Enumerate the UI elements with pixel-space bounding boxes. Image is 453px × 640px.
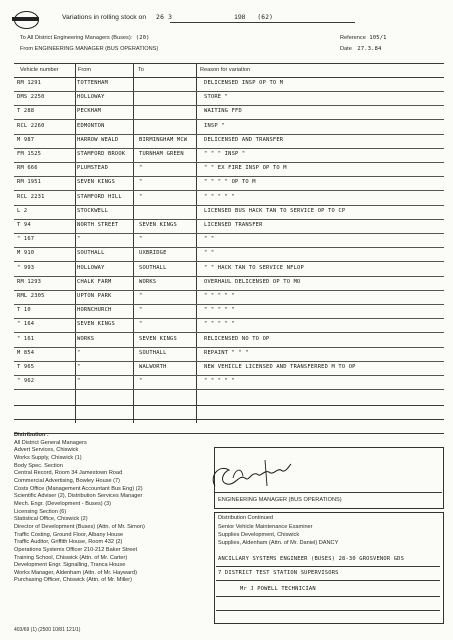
from-garage: NORTH STREET [77,222,119,228]
table-row [14,78,444,92]
from-garage: HORNCHURCH [77,307,112,314]
distribution-continued-heading: Distribution Continued [218,515,274,521]
reference [340,35,387,41]
from-garage: UPTON PARK [77,293,112,299]
table-row [14,248,444,262]
table-row [14,277,444,291]
to-garage: SEVEN KINGS [139,222,177,228]
to-count: (20) [135,35,150,41]
distribution-item: Body Spec. Section [14,462,63,469]
col-header-to: To [138,67,144,73]
to-garage: WORKS [139,278,157,285]
vehicle-number: RM 1291 [17,80,42,86]
from-garage: STOCKWELL [77,207,109,214]
vehicle-number: FM 1525 [17,151,42,157]
reason-text: OVERHAUL DELICENSED OP TO MO [204,278,301,285]
dc-line-5: 7 DISTRICT TEST STATION SUPERVISORS [218,570,339,576]
vehicle-number: RM 1293 [17,278,42,285]
date-value: 27.3.84 [357,46,382,52]
reason-text: " " " INSP " [204,151,246,157]
vehicle-number: RCL 2260 [17,122,45,129]
table-row [14,291,444,305]
reason-text: DELICENSED INSP OP TO M [204,80,284,86]
table-row [14,106,444,120]
col-header-vehicle: Vehicle number [20,67,59,73]
table-row [14,92,444,106]
to-garage: TURNHAM GREEN [139,151,184,157]
to-garage: SOUTHALL [139,264,167,271]
reason-text: " " " " " [204,293,236,299]
from-garage: EDMONTON [77,122,105,129]
title-year-suffix: (62) [257,14,274,21]
reason-text: RELICENSED NO TO OP [204,335,270,342]
table-row [14,305,444,319]
from-garage: " [77,236,81,243]
table-row [14,121,444,135]
table-row [14,263,444,277]
from-garage: HOLLOWAY [77,94,105,101]
col-header-from: From [78,67,92,73]
distribution-item: All District General Managers [14,439,87,446]
dc-line-1: Senior Vehicle Maintenance Examiner [218,524,313,530]
from-garage: SEVEN KINGS [77,321,115,328]
table-row [14,334,444,348]
reason-text: " " " " OP TO M [204,179,256,186]
reason-text: DELICENSED AND TRANSFER [204,136,284,143]
to-garage: " [139,321,143,328]
to-garage: " [139,293,143,299]
distribution-item: Traffic Auditor, Griffith House, Room 432 (2) [14,539,123,546]
distribution-item: Development Engr. Signalling, Tranca House [14,562,126,569]
reason-text: WAITING FFD [204,108,242,115]
reason-text: LICENSED TRANSFER [204,222,263,228]
from-garage: " [77,378,81,385]
from-garage: HARROW WEALD [77,136,119,143]
distribution-item: Operations Systems Officer 210-212 Baker Street [14,546,138,553]
table-row [14,149,444,163]
table-row [14,319,444,333]
distribution-item: Statistical Office, Chiswick (2) [14,516,88,523]
reason-text: INSP " [204,122,225,129]
from-garage: CHALK FARM [77,278,112,285]
distribution-heading: Distribution : [14,432,49,438]
vehicle-number: M 910 [17,250,35,257]
to-garage: SOUTHALL [139,349,167,356]
vehicle-number: T 10 [17,307,31,314]
to-garage: WALWORTH [139,364,167,370]
distribution-item: Purchasing Officer, Chiswick (Attn. of Mr. Miller) [14,577,133,584]
distribution-item: Training School, Chiswick (Attn. of Mr. Carter) [14,554,128,561]
to-garage: " [139,193,143,200]
form-code: 403/69 (1) (2500 10/81 121/1) [14,627,81,633]
to-garage: " [139,179,143,186]
distribution-item: Traffic Costing, Ground Floor, Albany House [14,531,124,538]
from-garage: PLUMSTEAD [77,165,109,172]
from-garage: SOUTHALL [77,250,105,257]
from-garage: STAMFORD HILL [77,193,122,200]
table-row [14,135,444,149]
vehicle-number: T 965 [17,364,35,370]
distribution-item: Costs Office (Management Accountant Bus Eng) (2) [14,485,143,492]
vehicle-number: RM 666 [17,165,38,172]
reference-value: 105/1 [369,35,387,41]
to-garage: BIRMINGHAM MCW [139,136,188,143]
table-row [14,348,444,362]
distribution-item: Works Manager, Aldenham (Attn. of Mr. Hayward) [14,569,138,576]
table-row [14,206,444,220]
table-row [14,163,444,177]
title-year: 198 [234,14,246,21]
reason-text: " " [204,236,215,243]
reason-text: " " " " " [204,307,236,314]
vehicle-number: T 94 [17,222,31,228]
dc-line-2: Supplies Development, Chiswick [218,532,300,538]
to-garage: " [139,307,143,314]
distribution-item: Licensing Section (6) [14,508,67,515]
distribution-item: Advert Services, Chiswick [14,447,79,454]
reason-text: " " " " " [204,321,236,328]
vehicle-number: " 161 [17,335,35,342]
vehicle-number: M 854 [17,349,35,356]
vehicle-number: " 167 [17,236,35,243]
signature-title: ENGINEERING MANAGER (BUS OPERATIONS) [218,497,342,503]
title-date: 26 3 [156,13,173,21]
reason-text: " " EX FIRE INSP OP TO M [204,165,287,172]
distribution-item: Works Supply, Chiswick (1) [14,454,82,461]
vehicle-number: RM 1951 [17,179,42,186]
table-row [14,192,444,206]
table-row [14,362,444,376]
vehicle-number: T 288 [17,108,35,115]
reason-text: NEW VEHICLE LICENSED AND TRANSFERRED M TO OP [204,364,356,370]
from-garage: WORKS [77,335,95,342]
distribution-item: Mech. Engr. (Development - Buses) (3) [14,500,111,507]
to-garage: " [139,165,143,172]
from-line: From ENGINEERING MANAGER (BUS OPERATIONS) [20,46,159,52]
reason-text: " " " " " [204,193,236,200]
reason-text: " " [204,250,215,257]
reason-text: " " " " " [204,378,236,385]
to-line [20,35,150,41]
table-row [14,376,444,390]
distribution-list [14,432,145,585]
vehicle-number: " 993 [17,264,35,271]
from-garage: " [77,364,81,370]
reason-text: " " HACK TAN TO SERVICE NFLOP [204,264,304,271]
table-row [14,234,444,248]
date-field [340,46,382,52]
distribution-item: Commercial Advertising, Bowley House (7) [14,477,121,484]
distribution-item: Scientific Adviser (2), Distribution Services Manager [14,493,143,500]
signature-image [205,456,295,496]
dc-line-3: Supplies, Aldenham (Attn. of Mr. Daniel) DANCY [218,540,339,546]
reason-text: STORE " [204,94,229,101]
vehicle-number: M 987 [17,136,35,143]
vehicle-number: " 164 [17,321,35,328]
to-garage: SEVEN KINGS [139,335,177,342]
from-garage: TOTTENHAM [77,80,109,86]
dc-line-4: ANCILLARY SYSTEMS ENGINEER (BUSES) 28-30 GROSVENOR GDS [218,556,405,562]
reason-text: LICENSED BUS HACK TAN TO SERVICE OP TO CP [204,207,346,214]
vehicle-number: DMS 2250 [17,94,45,101]
to-garage: " [139,236,143,243]
to-garage: UXBRIDGE [139,250,167,257]
roundel-logo-bar [12,17,39,21]
vehicle-number: RML 2305 [17,293,45,299]
form-title [62,13,273,21]
table-row [14,177,444,191]
to-garage: " [139,378,143,385]
from-garage: HOLLOWAY [77,264,105,271]
vehicle-number: L 2 [17,207,28,214]
to-line-text: To All District Engineering Managers (Buses): [20,35,133,41]
distribution-item: Central Record, Room 34 Jamestown Road [14,470,123,477]
from-garage: " [77,349,81,356]
reason-text: REPAINT " " " [204,349,249,356]
date-label: Date [340,46,352,52]
reference-label: Reference [340,35,366,41]
vehicle-number: " 962 [17,378,35,385]
dc-line-6: Mr J POWELL TECHNICIAN [240,586,316,592]
from-garage: SEVEN KINGS [77,179,115,186]
table-row [14,220,444,234]
vehicle-number: RCL 2231 [17,193,45,200]
from-garage: STAMFORD BROOK [77,151,126,157]
col-header-reason: Reason for variation [200,67,251,73]
title-prefix: Variations in rolling stock on [62,14,147,21]
from-garage: PECKHAM [77,108,102,115]
distribution-item: Director of Development (Buses) (Attn. of Mr. Simon) [14,523,145,530]
